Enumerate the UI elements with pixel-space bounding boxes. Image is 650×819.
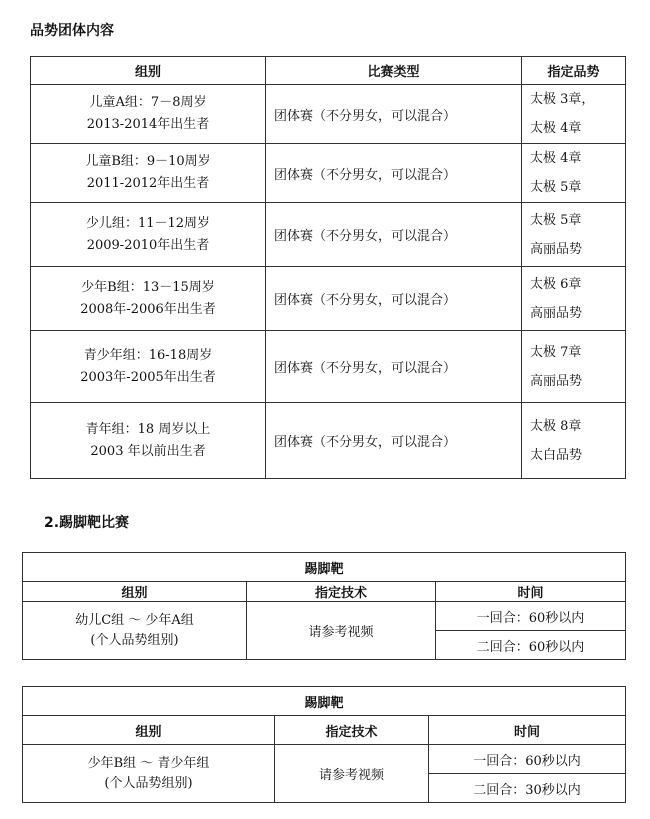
table-title: 踢脚靶 xyxy=(23,687,626,716)
form-2: 高丽品势 xyxy=(530,373,583,389)
group-note: (个人品势组别) xyxy=(104,775,193,791)
form-2: 高丽品势 xyxy=(530,241,583,257)
type-cell: 团体赛（不分男女，可以混合） xyxy=(266,203,522,267)
forms-cell xyxy=(522,85,626,144)
table-title: 踢脚靶 xyxy=(23,553,626,582)
birth-years: 2008年-2006年出生者 xyxy=(80,301,216,317)
section-title-kick-target: 2.踢脚靶比赛 xyxy=(44,515,130,531)
group-cell xyxy=(31,403,266,479)
form-1: 太极 4章 xyxy=(530,151,582,166)
table-row xyxy=(23,602,626,631)
group-cell xyxy=(23,745,275,803)
form-2: 太极 4章 xyxy=(530,121,582,136)
group-cell xyxy=(23,602,247,660)
forms-cell xyxy=(522,203,626,267)
kick-target-table-2 xyxy=(22,686,626,803)
forms-cell xyxy=(522,144,626,203)
birth-years: 2003 年以前出生者 xyxy=(90,443,206,459)
group-name: 少儿组：11－12周岁 xyxy=(85,215,211,231)
type-cell: 团体赛（不分男女，可以混合） xyxy=(266,144,522,203)
header-time: 时间 xyxy=(436,582,626,602)
header-technique: 指定技术 xyxy=(247,582,436,602)
technique-cell: 请参考视频 xyxy=(247,602,436,660)
form-1: 太极 5章 xyxy=(530,212,582,228)
table-header-row xyxy=(23,582,626,602)
forms-cell xyxy=(522,267,626,331)
table-row xyxy=(23,745,626,774)
form-2: 太白品势 xyxy=(530,447,583,463)
form-2: 太极 5章 xyxy=(530,180,582,195)
section-title-forms-team: 品势团体内容 xyxy=(30,23,114,39)
form-1: 太极 3章， xyxy=(530,92,595,107)
table-title-row xyxy=(23,687,626,716)
table-row xyxy=(31,331,626,403)
technique-cell: 请参考视频 xyxy=(275,745,429,803)
header-group: 组别 xyxy=(31,57,266,85)
table-row xyxy=(31,203,626,267)
type-cell: 团体赛（不分男女，可以混合） xyxy=(266,331,522,403)
forms-cell xyxy=(522,403,626,479)
header-time: 时间 xyxy=(429,716,626,745)
group-note: (个人品势组别) xyxy=(90,632,179,648)
form-1: 太极 7章 xyxy=(530,344,582,360)
round-1-time: 一回合：60秒以内 xyxy=(436,602,626,631)
group-name: 儿童B组：9－10周岁 xyxy=(85,154,211,169)
kick-target-table-1 xyxy=(22,552,626,660)
group-name: 儿童A组：7－8周岁 xyxy=(89,95,207,110)
group-range: 少年B组 ～ 青少年组 xyxy=(87,755,210,771)
group-name: 少年B组：13－15周岁 xyxy=(81,279,215,295)
form-2: 高丽品势 xyxy=(530,305,583,321)
table-header-row xyxy=(23,716,626,745)
table-header-row xyxy=(31,57,626,85)
header-group: 组别 xyxy=(23,582,247,602)
forms-team-table xyxy=(30,56,626,479)
birth-years: 2009-2010年出生者 xyxy=(86,237,210,253)
form-1: 太极 6章 xyxy=(530,276,582,292)
round-2-time: 二回合：30秒以内 xyxy=(429,774,626,803)
header-forms: 指定品势 xyxy=(522,57,626,85)
header-technique: 指定技术 xyxy=(275,716,429,745)
round-2-time: 二回合：60秒以内 xyxy=(436,631,626,660)
group-cell xyxy=(31,331,266,403)
group-name: 青少年组：16-18周岁 xyxy=(83,347,213,363)
table-title-row xyxy=(23,553,626,582)
header-group: 组别 xyxy=(23,716,275,745)
table-row xyxy=(31,144,626,203)
group-cell xyxy=(31,203,266,267)
group-cell xyxy=(31,85,266,144)
table-row xyxy=(31,85,626,144)
header-type: 比赛类型 xyxy=(266,57,522,85)
type-cell: 团体赛（不分男女，可以混合） xyxy=(266,403,522,479)
forms-cell xyxy=(522,331,626,403)
group-range: 幼儿C组 ～ 少年A组 xyxy=(75,612,194,628)
table-row xyxy=(31,403,626,479)
form-1: 太极 8章 xyxy=(530,418,582,434)
round-1-time: 一回合：60秒以内 xyxy=(429,745,626,774)
birth-years: 2013-2014年出生者 xyxy=(86,117,210,132)
birth-years: 2003年-2005年出生者 xyxy=(80,369,216,385)
group-cell xyxy=(31,267,266,331)
table-row xyxy=(31,267,626,331)
type-cell: 团体赛（不分男女，可以混合） xyxy=(266,85,522,144)
type-cell: 团体赛（不分男女，可以混合） xyxy=(266,267,522,331)
group-name: 青年组：18 周岁以上 xyxy=(85,421,211,437)
group-cell xyxy=(31,144,266,203)
birth-years: 2011-2012年出生者 xyxy=(86,176,210,191)
